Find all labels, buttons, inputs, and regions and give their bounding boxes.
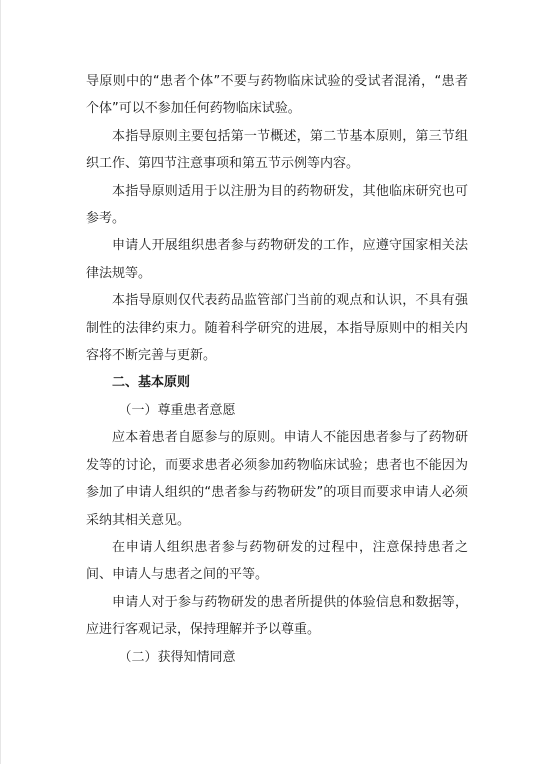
document-body — [86, 68, 468, 671]
subsection-heading-consent: （二）获得知情同意 — [118, 649, 236, 665]
section-heading: 二、基本原则 — [112, 375, 191, 391]
paragraph-legal-compliance: 申请人开展组织患者参与药物研发的工作，应遵守国家相关法律法规等。 — [86, 238, 468, 281]
paragraph-continuation: 导原则中的“患者个体”不要与药物临床试验的受试者混淆，“患者个体”可以不参加任何药物临床试验。 — [86, 74, 468, 117]
paragraph-equality: 在申请人组织患者参与药物研发的过程中，注意保持患者之间、申请人与患者之间的平等。 — [86, 539, 468, 583]
subsection-heading-respect: （一）尊重患者意愿 — [118, 402, 236, 418]
paragraph-voluntary: 应本着患者自愿参与的原则。申请人不能因患者参与了药物研发等的讨论，而要求患者必须参加药物临床试验；患者也不能因为参加了申请人组织的“患者参与药物研发”的项目而要求申请人必须采纳其相关意见。 — [86, 430, 468, 528]
paragraph-respect-data: 申请人对于参与药物研发的患者所提供的体验信息和数据等，应进行客观记录，保持理解并予以尊重。 — [86, 594, 468, 638]
paragraph-disclaimer: 本指导原则仅代表药品监管部门当前的观点和认识，不具有强制性的法律约束力。随着科学研究的进展，本指导原则中的相关内容将不断完善与更新。 — [86, 293, 468, 364]
paragraph-applicability: 本指导原则适用于以注册为目的药物研发，其他临床研究也可参考。 — [86, 183, 468, 227]
paragraph-scope-contents: 本指导原则主要包括第一节概述，第二节基本原则，第三节组织工作、第四节注意事项和第五节示例等内容。 — [86, 128, 468, 172]
